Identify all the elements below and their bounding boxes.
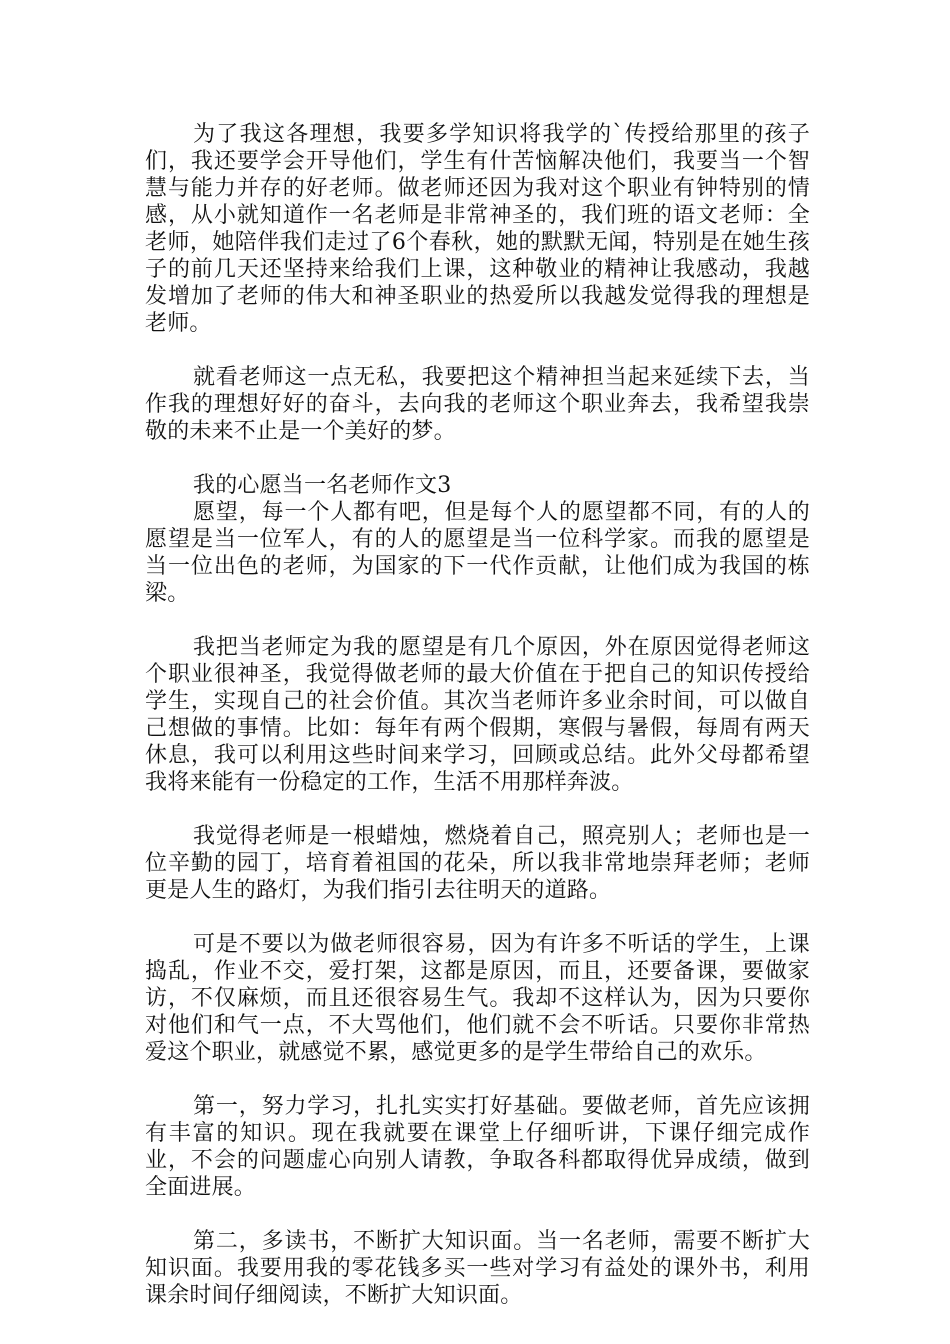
paragraph-gap: [145, 607, 810, 634]
paragraph-candle: 我觉得老师是一根蜡烛，燃烧着自己，照亮别人；老师也是一位辛勤的园丁，培育着祖国的花朵，所以我非常地崇拜老师；老师更是人生的路灯，为我们指引去往明天的道路。: [145, 824, 810, 903]
paragraph-second: 第二，多读书，不断扩大知识面。当一名老师，需要不断扩大知识面。我要用我的零花钱多买一些对学习有益处的课外书，利用课余时间仔细阅读，不断扩大知识面。: [145, 1229, 810, 1308]
paragraph-gap: [145, 337, 810, 364]
paragraph-reasons: 我把当老师定为我的愿望是有几个原因，外在原因觉得老师这个职业很神圣，我觉得做老师的最大价值在于把自己的知识传授给学生，实现自己的社会价值。其次当老师许多业余时间，可以做自己想做的事情。比如：每年有两个假期，寒假与暑假，每周有两天休息，我可以利用这些时间来学习，回顾或总结。此外父母都希望我将来能有一份稳定的工作，生活不用那样奔波。: [145, 635, 810, 795]
paragraph-gap: [145, 445, 810, 472]
paragraph-gap: [145, 796, 810, 823]
paragraph-first: 第一，努力学习，扎扎实实打好基础。要做老师，首先应该拥有丰富的知识。现在我就要在课堂上仔细听讲，下课仔细完成作业，不会的问题虚心向别人请教，争取各科都取得优异成绩，做到全面进展。: [145, 1094, 810, 1200]
paragraph-selfless: 就看老师这一点无私，我要把这个精神担当起来延续下去，当作我的理想好好的奋斗，去向我的老师这个职业奔去，我希望我崇敬的未来不止是一个美好的梦。: [145, 365, 810, 444]
paragraph-not-easy: 可是不要以为做老师很容易，因为有许多不听话的学生，上课捣乱，作业不交，爱打架，这都是原因，而且，还要备课，要做家访，不仅麻烦，而且还很容易生气。我却不这样认为，因为只要你对他们和气一点，不大骂他们，他们就不会不听话。只要你非常热爱这个职业，就感觉不累，感觉更多的是学生带给自己的欢乐。: [145, 932, 810, 1065]
essay-heading: 我的心愿当一名老师作文3: [193, 473, 452, 498]
paragraph-wish: 愿望，每一个人都有吧，但是每个人的愿望都不同，有的人的愿望是当一位军人，有的人的愿望是当一位科学家。而我的愿望是当一位出色的老师，为国家的下一代作贡献，让他们成为我国的栋梁。: [145, 500, 810, 606]
paragraph-gap: [145, 1201, 810, 1228]
paragraph-ideal: 为了我这各理想，我要多学知识将我学的`传授给那里的孩子们，我还要学会开导他们，学生有什苦恼解决他们，我要当一个智慧与能力并存的好老师。做老师还因为我对这个职业有钟特别的情感，从小就知道作一名老师是非常神圣的，我们班的语文老师：全老师，她陪伴我们走过了6个春秋，她的默默无闻，特别是在她生孩子的前几天还坚持来给我们上课，这种敬业的精神让我感动，我越发增加了老师的伟大和神圣职业的热爱所以我越发觉得我的理想是老师。: [145, 122, 810, 336]
paragraph-gap: [145, 904, 810, 931]
paragraph-gap: [145, 1066, 810, 1093]
document-page: [145, 121, 810, 1309]
